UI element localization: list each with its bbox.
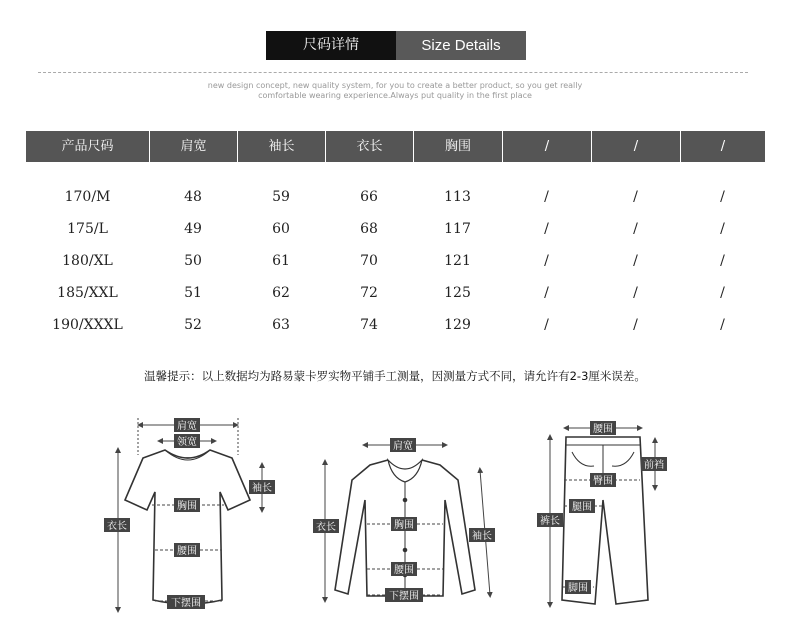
table-cell: / [633, 317, 638, 333]
table-cell: / [633, 221, 638, 237]
table-cell: / [633, 189, 638, 205]
table-cell: 52 [184, 317, 202, 333]
table-cell: 175/L [67, 221, 108, 237]
table-cell: 49 [184, 221, 202, 237]
col-header: 袖长 [237, 131, 325, 162]
table-cell: 170/M [64, 189, 111, 205]
label-shoulder: 肩宽 [177, 421, 197, 432]
table-cell: 62 [272, 285, 290, 301]
col-header: 产品尺码 [61, 139, 114, 154]
table-cell: 74 [360, 317, 378, 333]
table-cell: / [544, 317, 549, 333]
table-cell: 113 [444, 189, 471, 205]
label-shoulder: 肩宽 [393, 441, 413, 452]
table-cell: / [720, 189, 725, 205]
col-header: 胸围 [413, 131, 502, 162]
col-header: / [680, 131, 765, 162]
col-header: 衣长 [325, 131, 413, 162]
label-collar: 领宽 [177, 437, 197, 448]
col-header: / [502, 131, 591, 162]
table-cell: 66 [360, 189, 378, 205]
label-length: 衣长 [316, 522, 336, 533]
label-waist: 腰围 [593, 424, 613, 435]
table-cell: 190/XXXL [52, 317, 123, 333]
label-sleeve: 袖长 [472, 531, 492, 542]
table-cell: 63 [272, 317, 290, 333]
label-waist: 腰围 [177, 546, 197, 557]
table-cell: 48 [184, 189, 202, 205]
measurement-note: 温馨提示：以上数据均为路易蒙卡罗实物平铺手工测量，因测量方式不同，请允许有2-3厘米误差。 [144, 369, 646, 383]
table-cell: 121 [444, 253, 471, 269]
label-waist: 腰围 [394, 565, 414, 576]
label-hem: 下摆围 [171, 598, 201, 609]
table-cell: 117 [444, 221, 471, 237]
label-hem: 下摆围 [389, 591, 419, 602]
table-cell: / [544, 253, 549, 269]
table-cell: 125 [444, 285, 471, 301]
table-cell: 180/XL [62, 253, 113, 269]
label-chest: 胸围 [177, 501, 197, 512]
table-cell: / [720, 253, 725, 269]
slogan-line-2: comfortable wearing experience.Always put quality in the first place [258, 91, 532, 100]
table-cell: 51 [184, 285, 202, 301]
label-sleeve: 袖长 [252, 483, 272, 494]
pants-diagram [562, 437, 648, 604]
tab-size-details-en: Size Details [396, 31, 526, 60]
table-cell: 61 [272, 253, 290, 269]
table-cell: / [544, 221, 549, 237]
table-cell: / [720, 317, 725, 333]
label-hip: 臀围 [593, 476, 613, 487]
table-cell: / [720, 221, 725, 237]
table-cell: / [633, 285, 638, 301]
shirt-labels [313, 438, 495, 602]
table-cell: 70 [360, 253, 378, 269]
label-length: 衣长 [107, 521, 127, 532]
label-length: 裤长 [540, 516, 560, 527]
table-cell: / [544, 189, 549, 205]
table-cell: 129 [444, 317, 471, 333]
table-cell: 68 [360, 221, 378, 237]
slogan-line-1: new design concept, new quality system, for you to create a better product, so you get really [207, 81, 583, 90]
table-cell: 60 [272, 221, 290, 237]
table-cell: / [633, 253, 638, 269]
table-cell: 185/XXL [57, 285, 118, 301]
label-front-rise: 前裆 [644, 460, 664, 471]
label-leg-opening: 脚围 [568, 583, 588, 594]
tshirt-labels [104, 418, 275, 609]
label-chest: 胸围 [394, 520, 414, 531]
table-cell: / [720, 285, 725, 301]
table-cell: 72 [360, 285, 378, 301]
tshirt-diagram [125, 450, 250, 604]
col-header: / [591, 131, 680, 162]
table-cell: 59 [272, 189, 290, 205]
tab-size-details-cn: 尺码详情 [266, 31, 396, 60]
table-cell: 50 [184, 253, 202, 269]
label-thigh: 腿围 [572, 502, 592, 513]
table-cell: / [544, 285, 549, 301]
col-header: 肩宽 [149, 131, 237, 162]
